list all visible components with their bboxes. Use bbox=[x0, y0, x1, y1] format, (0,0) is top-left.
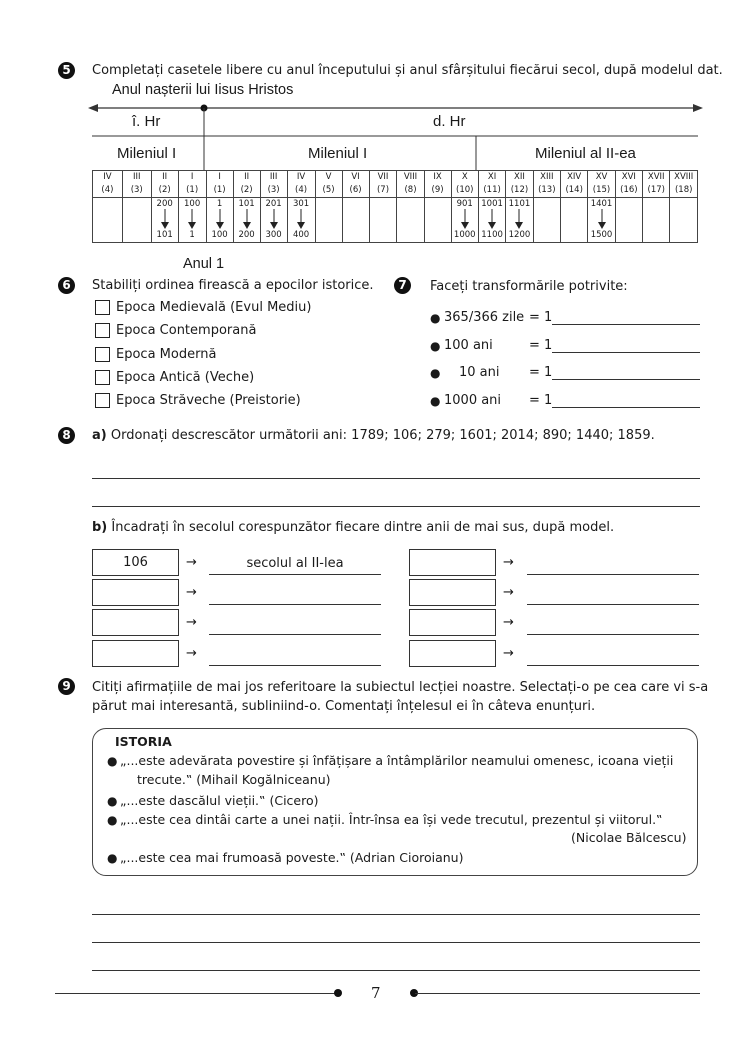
conversion-answer-line[interactable] bbox=[552, 407, 700, 408]
century-roman: IV bbox=[93, 171, 123, 185]
millennium-ad-1: Mileniul I bbox=[308, 145, 368, 162]
conversion-answer-line[interactable] bbox=[552, 379, 700, 380]
century-years-cell bbox=[206, 198, 233, 243]
century-roman: II bbox=[151, 171, 178, 185]
bullet-icon: ● bbox=[107, 813, 118, 827]
century-roman: III bbox=[122, 171, 151, 185]
century-empty-cell[interactable] bbox=[369, 198, 397, 243]
exercise-8b-label: b) bbox=[92, 520, 108, 535]
century-years-cell bbox=[478, 198, 505, 243]
arrow-down-icon bbox=[288, 209, 315, 232]
century-roman: XIII bbox=[533, 171, 560, 185]
century-arabic: (2) bbox=[233, 184, 260, 198]
century-roman: VIII bbox=[397, 171, 424, 185]
answer-line[interactable] bbox=[92, 970, 700, 971]
conversion-left: 100 ani bbox=[444, 338, 493, 353]
century-years-cell bbox=[287, 198, 315, 243]
year-box[interactable] bbox=[409, 609, 496, 636]
century-table bbox=[92, 170, 698, 243]
century-empty-cell[interactable] bbox=[122, 198, 151, 243]
century-answer-line[interactable] bbox=[209, 604, 381, 605]
century-arabic: (4) bbox=[93, 184, 123, 198]
page-number: 7 bbox=[371, 984, 381, 1002]
conversion-left: 1000 ani bbox=[444, 393, 502, 408]
exercise-8a-text bbox=[92, 428, 655, 443]
epoch-label: Epoca Antică (Veche) bbox=[116, 370, 255, 385]
century-arabic: (17) bbox=[643, 184, 670, 198]
century-empty-cell[interactable] bbox=[643, 198, 670, 243]
century-arabic: (15) bbox=[588, 184, 615, 198]
century-roman: XI bbox=[478, 171, 505, 185]
arrow-down-icon bbox=[261, 209, 287, 232]
end-year: 200 bbox=[238, 230, 255, 240]
arrow-right-icon: → bbox=[186, 555, 197, 570]
century-roman: II bbox=[233, 171, 260, 185]
century-roman: V bbox=[315, 171, 342, 185]
century-empty-cell[interactable] bbox=[315, 198, 342, 243]
start-year: 100 bbox=[184, 199, 201, 209]
bullet-icon: ● bbox=[430, 311, 441, 325]
century-arabic: (2) bbox=[151, 184, 178, 198]
footer-rule-left bbox=[55, 993, 338, 994]
bullet-icon: ● bbox=[107, 851, 118, 865]
century-arabic: (18) bbox=[670, 184, 698, 198]
exercise-8a-instruction: Ordonați descrescător următorii ani: 1789; 106; 279; 1601; 2014; 890; 1440; 1859. bbox=[110, 428, 655, 443]
exercise-9-number: 9 bbox=[58, 678, 75, 695]
century-arabic: (3) bbox=[260, 184, 287, 198]
century-answer-line[interactable] bbox=[209, 634, 381, 635]
ad-label: d. Hr bbox=[433, 113, 466, 130]
exercise-7-instruction: Faceți transformările potrivite: bbox=[430, 279, 628, 294]
century-roman: XVII bbox=[643, 171, 670, 185]
millennium-bc: Mileniul I bbox=[117, 145, 177, 162]
end-year: 1000 bbox=[453, 230, 476, 240]
century-empty-cell[interactable] bbox=[342, 198, 369, 243]
century-arabic: (13) bbox=[533, 184, 560, 198]
century-answer-line[interactable] bbox=[527, 634, 699, 635]
arrow-right-icon: → bbox=[503, 585, 514, 600]
century-roman: VII bbox=[369, 171, 397, 185]
footer-dot-icon bbox=[334, 989, 342, 997]
arrow-down-icon bbox=[479, 209, 505, 232]
bullet-icon: ● bbox=[430, 339, 441, 353]
exercise-7-number: 7 bbox=[394, 277, 411, 294]
arrow-down-icon bbox=[588, 209, 614, 232]
century-arabic: (4) bbox=[287, 184, 315, 198]
exercise-8b-instruction: Încadrați în secolul corespunzător fiecare dintre anii de mai sus, după model. bbox=[111, 520, 615, 535]
start-year: 201 bbox=[265, 199, 282, 209]
conversion-left: 365/366 zile bbox=[444, 310, 525, 325]
century-empty-cell[interactable] bbox=[615, 198, 642, 243]
bullet-icon: ● bbox=[430, 394, 441, 408]
century-empty-cell[interactable] bbox=[670, 198, 698, 243]
century-empty-cell[interactable] bbox=[424, 198, 451, 243]
exercise-8-number: 8 bbox=[58, 427, 75, 444]
century-arabic: (11) bbox=[478, 184, 505, 198]
century-roman: I bbox=[206, 171, 233, 185]
century-years-cell bbox=[588, 198, 615, 243]
epoch-label: Epoca Străveche (Preistorie) bbox=[116, 393, 301, 408]
end-year: 400 bbox=[292, 230, 310, 240]
conversion-left: 10 ani bbox=[459, 365, 500, 380]
exercise-6-instruction: Stabiliți ordinea firească a epocilor istorice. bbox=[92, 278, 374, 293]
millennium-ad-2: Mileniul al II-ea bbox=[535, 145, 636, 162]
conversion-right: = 1 bbox=[529, 393, 553, 408]
start-year: 200 bbox=[156, 199, 173, 209]
end-year: 100 bbox=[211, 230, 228, 240]
century-roman: XVI bbox=[615, 171, 642, 185]
century-years-cell bbox=[506, 198, 533, 243]
end-year: 300 bbox=[265, 230, 282, 240]
year-box[interactable] bbox=[409, 579, 496, 606]
century-arabic: (3) bbox=[122, 184, 151, 198]
century-arabic: (1) bbox=[206, 184, 233, 198]
year-box[interactable] bbox=[92, 579, 179, 606]
start-year: 301 bbox=[292, 199, 310, 209]
century-roman: III bbox=[260, 171, 287, 185]
year-box[interactable] bbox=[409, 640, 496, 667]
century-years-cell bbox=[233, 198, 260, 243]
century-roman: IV bbox=[287, 171, 315, 185]
arrow-down-icon bbox=[152, 209, 178, 232]
century-answer-line[interactable] bbox=[527, 665, 699, 666]
start-year: 1001 bbox=[481, 199, 503, 209]
exercise-9-instruction-line2: părut mai interesantă, subliniind-o. Comentați înțelesul ei în câteva enunțuri. bbox=[92, 699, 596, 714]
arrow-right-icon: → bbox=[503, 646, 514, 661]
century-roman: X bbox=[451, 171, 478, 185]
quote-text: (Nicolae Bălcescu) bbox=[571, 830, 687, 845]
start-year: 901 bbox=[456, 199, 473, 209]
century-arabic: (16) bbox=[615, 184, 642, 198]
bullet-icon: ● bbox=[430, 366, 441, 380]
arrow-down-icon bbox=[452, 209, 478, 232]
quote-text: „...este adevărata povestire și înfățișare a întâmplărilor neamului omenesc, icoana vieții bbox=[120, 753, 674, 768]
arrow-right-icon: → bbox=[186, 646, 197, 661]
century-example: secolul al II-lea bbox=[246, 556, 344, 571]
epoch-label: Epoca Modernă bbox=[116, 347, 217, 362]
century-answer-line bbox=[209, 574, 381, 575]
answer-line[interactable] bbox=[92, 478, 700, 479]
epoch-checkbox[interactable] bbox=[95, 300, 110, 315]
century-roman: XV bbox=[588, 171, 615, 185]
epoch-checkbox[interactable] bbox=[95, 370, 110, 385]
conversion-right: = 1 bbox=[529, 365, 553, 380]
end-year: 101 bbox=[156, 230, 173, 240]
century-years-cell bbox=[178, 198, 206, 243]
century-arabic: (10) bbox=[451, 184, 478, 198]
quote-text: trecute.‟ (Mihail Kogălniceanu) bbox=[137, 772, 331, 787]
end-year: 1200 bbox=[508, 230, 531, 240]
year-one-label: Anul 1 bbox=[183, 256, 225, 272]
answer-line[interactable] bbox=[92, 942, 700, 943]
arrow-right-icon: → bbox=[503, 555, 514, 570]
start-year: 1401 bbox=[590, 199, 613, 209]
quote-text: „...este dascălul vieții.‟ (Cicero) bbox=[120, 793, 319, 808]
arrow-down-icon bbox=[207, 209, 233, 232]
start-year: 1 bbox=[216, 199, 223, 209]
exercise-8a-label: a) bbox=[92, 428, 107, 443]
century-roman: IX bbox=[424, 171, 451, 185]
century-arabic: (12) bbox=[506, 184, 533, 198]
quote-text: „...este cea dintâi carte a unei nații. Într-însa ea își vede trecutul, prezentul și viitorul.‟ bbox=[120, 812, 663, 827]
century-empty-cell[interactable] bbox=[93, 198, 123, 243]
century-years-cell bbox=[151, 198, 178, 243]
century-years-cell bbox=[451, 198, 478, 243]
epoch-label: Epoca Contemporană bbox=[116, 323, 257, 338]
year-box: 106 bbox=[92, 549, 179, 576]
conversion-right: = 1 bbox=[529, 310, 553, 325]
century-empty-cell[interactable] bbox=[397, 198, 424, 243]
century-answer-line[interactable] bbox=[527, 604, 699, 605]
birth-label: Anul nașterii lui Iisus Hristos bbox=[112, 82, 294, 98]
year-box[interactable] bbox=[92, 640, 179, 667]
footer-rule-right bbox=[415, 993, 700, 994]
end-year: 1 bbox=[189, 230, 195, 240]
century-years-cell bbox=[260, 198, 287, 243]
century-roman: XIV bbox=[560, 171, 587, 185]
century-arabic: (6) bbox=[342, 184, 369, 198]
bullet-icon: ● bbox=[107, 754, 118, 768]
arrow-down-icon bbox=[506, 209, 532, 232]
century-arabic: (8) bbox=[397, 184, 424, 198]
epoch-checkbox[interactable] bbox=[95, 323, 110, 338]
arrow-right-icon: → bbox=[503, 615, 514, 630]
exercise-9-instruction-line1: Citiți afirmațiile de mai jos referitoare la subiectul lecției noastre. Selectați-o pe cea care vi s-a bbox=[92, 680, 709, 695]
century-answer-line[interactable] bbox=[527, 574, 699, 575]
century-arabic: (5) bbox=[315, 184, 342, 198]
century-answer-line[interactable] bbox=[209, 665, 381, 666]
century-roman: I bbox=[178, 171, 206, 185]
century-empty-cell[interactable] bbox=[533, 198, 560, 243]
century-empty-cell[interactable] bbox=[560, 198, 587, 243]
conversion-answer-line[interactable] bbox=[552, 324, 700, 325]
quote-text: „...este cea mai frumoasă poveste.‟ (Adrian Cioroianu) bbox=[120, 850, 464, 865]
year-box[interactable] bbox=[92, 609, 179, 636]
end-year: 1500 bbox=[590, 230, 613, 240]
end-year: 1100 bbox=[481, 230, 503, 240]
arrow-right-icon: → bbox=[186, 615, 197, 630]
exercise-5-instruction: Completați casetele libere cu anul începutului și anul sfârșitului fiecărui secol, după modelul dat. bbox=[92, 63, 723, 78]
century-roman: XII bbox=[506, 171, 533, 185]
exercise-5-number: 5 bbox=[58, 62, 75, 79]
conversion-right: = 1 bbox=[529, 338, 553, 353]
century-arabic: (14) bbox=[560, 184, 587, 198]
arrow-right-icon: → bbox=[186, 585, 197, 600]
start-year: 101 bbox=[238, 199, 255, 209]
quotes-title: ISTORIA bbox=[115, 734, 172, 749]
epoch-checkbox[interactable] bbox=[95, 347, 110, 362]
epoch-checkbox[interactable] bbox=[95, 393, 110, 408]
answer-line[interactable] bbox=[92, 506, 700, 507]
conversion-answer-line[interactable] bbox=[552, 352, 700, 353]
arrow-down-icon bbox=[179, 209, 206, 232]
epoch-label: Epoca Medievală (Evul Mediu) bbox=[116, 300, 312, 315]
century-arabic: (1) bbox=[178, 184, 206, 198]
bc-label: î. Hr bbox=[132, 113, 161, 130]
century-roman: XVIII bbox=[670, 171, 698, 185]
arrow-down-icon bbox=[234, 209, 260, 232]
start-year: 1101 bbox=[508, 199, 531, 209]
exercise-6-number: 6 bbox=[58, 277, 75, 294]
year-box[interactable] bbox=[409, 549, 496, 576]
century-roman: VI bbox=[342, 171, 369, 185]
century-arabic: (9) bbox=[424, 184, 451, 198]
bullet-icon: ● bbox=[107, 794, 118, 808]
answer-line[interactable] bbox=[92, 914, 700, 915]
century-arabic: (7) bbox=[369, 184, 397, 198]
exercise-8b-text bbox=[92, 520, 614, 535]
